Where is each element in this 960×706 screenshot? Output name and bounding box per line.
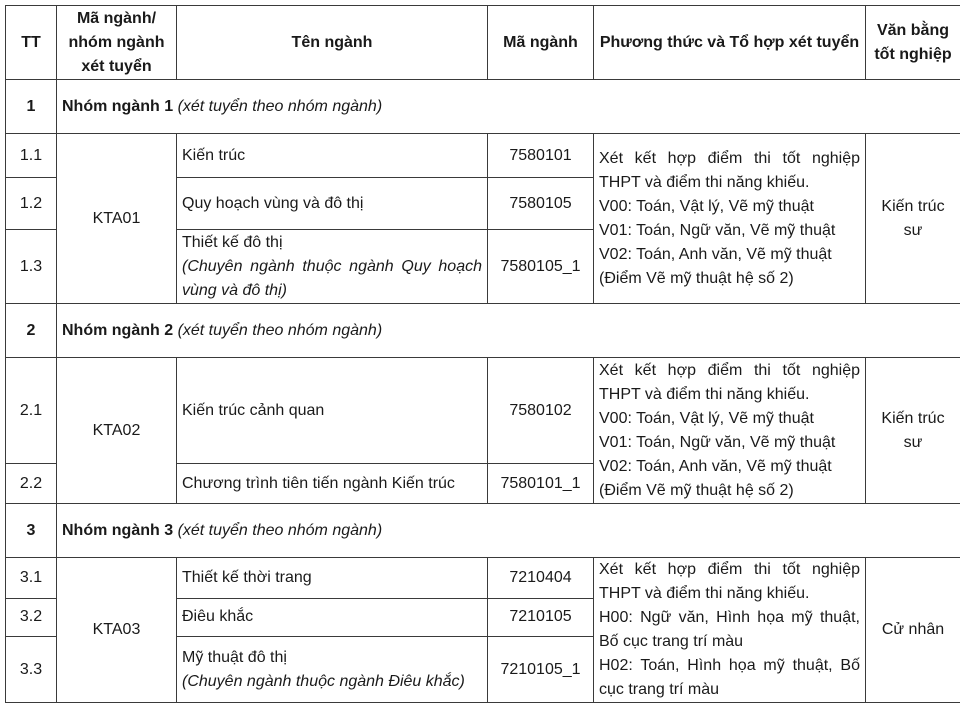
row-tt: 1.3 (6, 230, 57, 304)
major-name-cell (177, 637, 488, 703)
method-line: V02: Toán, Anh văn, Vẽ mỹ thuật (599, 245, 832, 263)
group-title: Nhóm ngành 3 (62, 521, 174, 539)
method-line: V02: Toán, Anh văn, Vẽ mỹ thuật (599, 457, 832, 475)
group-title-cell (57, 80, 960, 134)
method-line: H00: Ngữ văn, Hình họa mỹ thuật, Bố cục trang trí màu (599, 609, 860, 650)
major-name-cell (177, 558, 488, 599)
major-code: 7210105 (488, 598, 594, 637)
method-line: Xét kết hợp điểm thi tốt nghiệp THPT và điểm thi năng khiếu. (599, 361, 860, 403)
group-code: KTA03 (57, 558, 177, 703)
major-subtitle: (Chuyên ngành thuộc ngành Quy hoạch vùng và đô thị) (182, 257, 482, 299)
row-tt: 2.1 (6, 358, 57, 464)
group-row (6, 304, 960, 358)
group-code: KTA02 (57, 358, 177, 504)
group-title: Nhóm ngành 2 (62, 321, 174, 339)
major-name-cell (177, 464, 488, 504)
group-tt: 2 (6, 304, 57, 358)
major-code: 7580101_1 (488, 464, 594, 504)
degree: Kiến trúc sư (866, 134, 960, 304)
group-code: KTA01 (57, 134, 177, 304)
method-line: V00: Toán, Vật lý, Vẽ mỹ thuật (599, 197, 814, 215)
table-row (6, 558, 960, 599)
major-code: 7210404 (488, 558, 594, 599)
group-note: (xét tuyển theo nhóm ngành) (177, 321, 383, 339)
header-group-code: Mã ngành/ nhóm ngành xét tuyển (57, 6, 177, 80)
major-subtitle: (Chuyên ngành thuộc ngành Điêu khắc) (182, 672, 465, 690)
major-code: 7580105 (488, 178, 594, 230)
header-major-name: Tên ngành (177, 6, 488, 80)
major-name-cell (177, 178, 488, 230)
method-line: Xét kết hợp điểm thi tốt nghiệp THPT và điểm thi năng khiếu. (599, 561, 860, 602)
major-name-cell (177, 134, 488, 178)
degree: Cử nhân (866, 558, 960, 703)
major-name: Điêu khắc (182, 608, 254, 626)
group-title-cell (57, 304, 960, 358)
major-name-cell (177, 358, 488, 464)
major-name-cell (177, 230, 488, 304)
major-name: Kiến trúc (182, 146, 246, 164)
header-row (6, 6, 960, 80)
method-cell (594, 558, 866, 703)
major-code: 7580101 (488, 134, 594, 178)
major-name: Kiến trúc cảnh quan (182, 401, 325, 419)
major-name: Thiết kế thời trang (182, 568, 312, 586)
method-line: H02: Toán, Hình họa mỹ thuật, Bố cục trang trí màu (599, 657, 860, 698)
major-name: Mỹ thuật đô thị (182, 648, 287, 666)
method-line: Xét kết hợp điểm thi tốt nghiệp THPT và điểm thi năng khiếu. (599, 149, 860, 191)
row-tt: 1.1 (6, 134, 57, 178)
method-line: V01: Toán, Ngữ văn, Vẽ mỹ thuật (599, 221, 836, 239)
table-row (6, 134, 960, 178)
group-row (6, 504, 960, 558)
table-row (6, 358, 960, 464)
group-note: (xét tuyển theo nhóm ngành) (177, 521, 383, 539)
method-line: V01: Toán, Ngữ văn, Vẽ mỹ thuật (599, 433, 836, 451)
degree: Kiến trúc sư (866, 358, 960, 504)
major-name: Thiết kế đô thị (182, 233, 283, 251)
method-line: (Điểm Vẽ mỹ thuật hệ số 2) (599, 269, 794, 287)
group-tt: 3 (6, 504, 57, 558)
major-name: Chương trình tiên tiến ngành Kiến trúc (182, 474, 455, 492)
group-note: (xét tuyển theo nhóm ngành) (177, 97, 383, 115)
header-method: Phương thức và Tổ hợp xét tuyển (594, 6, 866, 80)
major-code: 7580102 (488, 358, 594, 464)
major-name-cell (177, 598, 488, 637)
method-line: V00: Toán, Vật lý, Vẽ mỹ thuật (599, 409, 814, 427)
group-tt: 1 (6, 80, 57, 134)
group-row (6, 80, 960, 134)
method-cell (594, 358, 866, 504)
row-tt: 2.2 (6, 464, 57, 504)
admissions-table (5, 5, 960, 703)
header-degree: Văn bằng tốt nghiệp (866, 6, 960, 80)
row-tt: 1.2 (6, 178, 57, 230)
major-code: 7210105_1 (488, 637, 594, 703)
row-tt: 3.2 (6, 598, 57, 637)
header-major-code: Mã ngành (488, 6, 594, 80)
major-name: Quy hoạch vùng và đô thị (182, 194, 364, 212)
group-title: Nhóm ngành 1 (62, 97, 174, 115)
group-title-cell (57, 504, 960, 558)
row-tt: 3.1 (6, 558, 57, 599)
method-line: (Điểm Vẽ mỹ thuật hệ số 2) (599, 481, 794, 499)
major-code: 7580105_1 (488, 230, 594, 304)
header-tt: TT (6, 6, 57, 80)
row-tt: 3.3 (6, 637, 57, 703)
method-cell (594, 134, 866, 304)
